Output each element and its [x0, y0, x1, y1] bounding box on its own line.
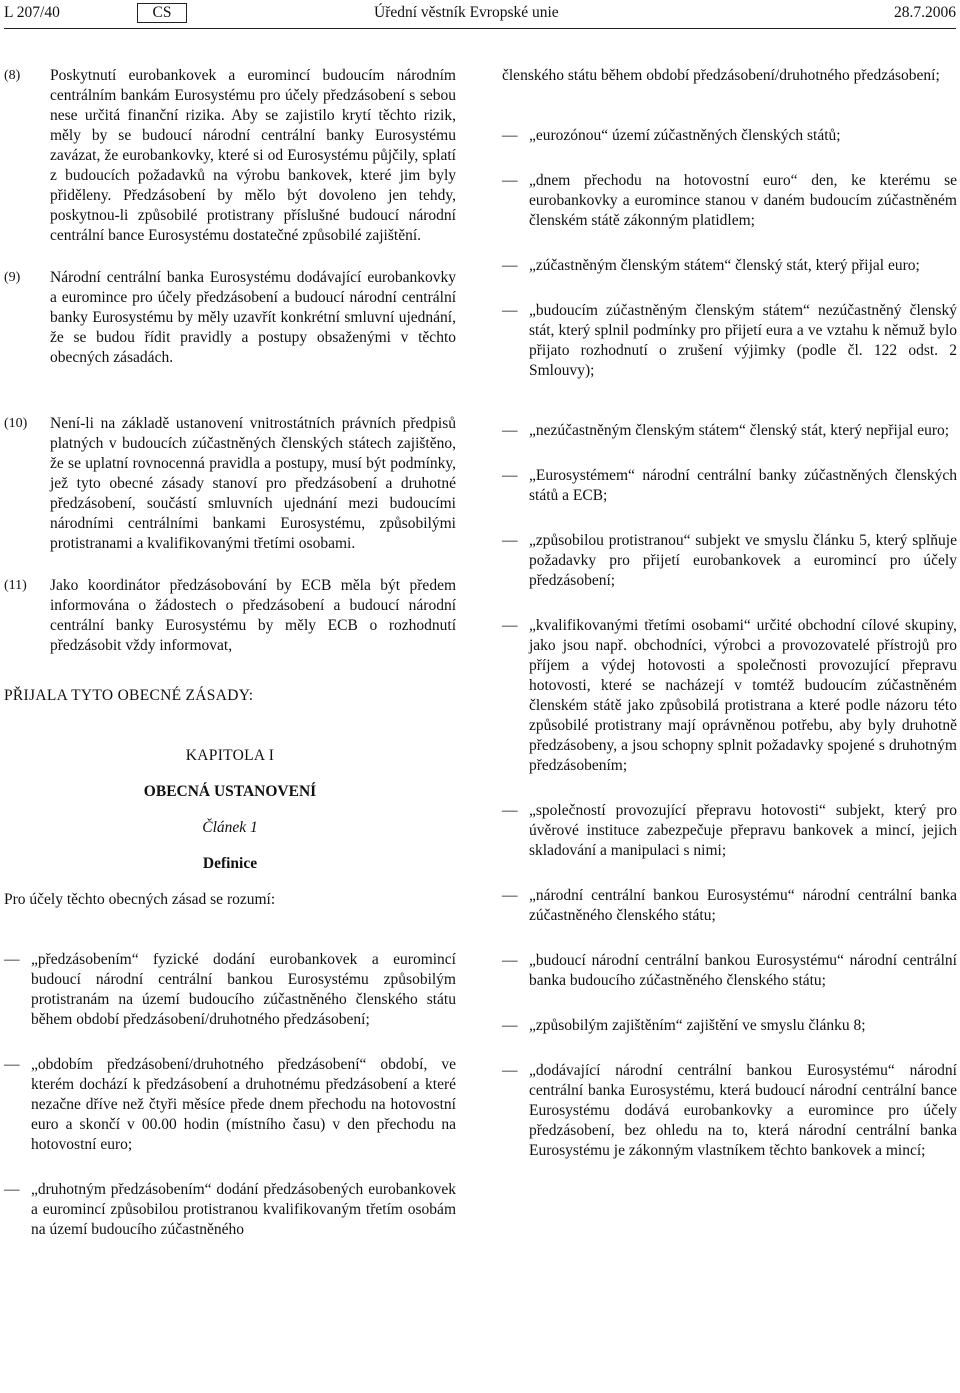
definition-item: — „druhotným předzásobením“ dodání předzásobených eurobankovek a euromincí způsobilou protistranou kvalifikovaným třetím osobám na území budoucího zúčastněného [4, 1180, 456, 1240]
definition-item: — „eurozónou“ území zúčastněných členských států; [502, 126, 957, 146]
right-column [502, 66, 957, 1161]
chapter-title: OBECNÁ USTANOVENÍ [143, 783, 317, 800]
article-title: Definice [202, 855, 258, 872]
definition-item: — „budoucím zúčastněným členským státem“ nezúčastněný členský stát, který splnil podmínky pro přijetí eura a ve vztahu k němuž bylo přijato rozhodnutí o zrušení výjimky (podle čl. 122 odst. 2 Smlouvy); [502, 301, 957, 381]
recital-8 [4, 66, 456, 246]
language-code-box: CS [137, 3, 187, 23]
publication-date: 28.7.2006 [894, 4, 956, 21]
definition-item: — „národní centrální bankou Eurosystému“ národní centrální banka zúčastněného členského státu; [502, 886, 957, 926]
adoption-statement: PŘIJALA TYTO OBECNÉ ZÁSADY: [4, 687, 254, 704]
definition-item: — „budoucí národní centrální bankou Eurosystému“ národní centrální banka budoucího zúčastněného členského státu; [502, 951, 957, 991]
recital-text: Jako koordinátor předzásobování by ECB měla být předem informována o žádostech o předzásobení a budoucí národní centrální banky Eurosystému by měly ECB o rozhodnutí předzásobit vždy informovat, [50, 577, 456, 654]
definitions-intro: Pro účely těchto obecných zásad se rozumí: [4, 891, 276, 908]
page-number: L 207/40 [4, 4, 60, 21]
journal-title: Úřední věstník Evropské unie [374, 4, 559, 21]
header-rule [4, 28, 956, 29]
recital-9 [4, 268, 456, 368]
definition-item: — „způsobilým zajištěním“ zajištění ve smyslu článku 8; [502, 1016, 957, 1036]
recital-number: (9) [4, 270, 21, 285]
recital-10 [4, 414, 456, 554]
definition-item: — „společností provozující přepravu hotovosti“ subjekt, který pro úvěrové instituce zabezpečuje přepravu bankovek a mincí, jejich skladování a manipulaci s nimi; [502, 801, 957, 861]
definition-item: — „dodávající národní centrální bankou Eurosystému“ národní centrální banka Eurosystému, která budoucí národní centrální bance Eurosystému dodává eurobankovky a euromince pro účely předzásobení, bez ohledu na to, která národní centrální banka Eurosystému je zákonným vlastníkem těchto bankovek a mincí; [502, 1061, 957, 1161]
definition-item: — „obdobím předzásobení/druhotného předzásobení“ období, ve kterém dochází k předzásobení a druhotnému předzásobení a které nezačne dříve než čtyři měsíce přede dnem přechodu na hotovostní euro a skončí v 00.00 hodin (místního času) v den přechodu na hotovostní euro; [4, 1055, 456, 1155]
definition-item: — „Eurosystémem“ národní centrální banky zúčastněných členských států a ECB; [502, 466, 957, 506]
definition-item: — „způsobilou protistranou“ subjekt ve smyslu článku 5, který splňuje požadavky pro přijetí eurobankovek a euromincí pro účely předzásobení; [502, 531, 957, 591]
recital-text: Poskytnutí eurobankovek a euromincí budoucím národním centrálním bankám Eurosystému pro účely předzásobení s sebou nese určitá finanční rizika. Aby se zajistilo krytí těchto rizik, měly by se budoucí národní centrální banky Eurosystému zavázat, že eurobankovky, které si od Eurosystému půjčily, splatí z budoucích požadavků na výrobu bankovek, které jim byly přiděleny. Předzásobení by mělo být dovoleno jen tehdy, poskytnou-li způsobilé protistrany příslušné budoucí národní centrální bance Eurosystému dostatečné způsobilé zajištění. [50, 67, 456, 244]
definition-continuation: členského státu během období předzásobení/druhotného předzásobení; [502, 67, 940, 84]
recital-number: (11) [4, 578, 27, 593]
article-number: Článek 1 [202, 819, 258, 836]
definition-item: — „zúčastněným členským státem“ členský stát, který přijal euro; [502, 256, 957, 276]
recital-number: (8) [4, 68, 21, 83]
definition-item: — „předzásobením“ fyzické dodání eurobankovek a euromincí budoucí národní centrální bankou Eurosystému způsobilým protistranám na území budoucího zúčastněného členského státu během období předzásobení/druhotného předzásobení; [4, 950, 456, 1030]
definition-item: — „kvalifikovanými třetími osobami“ určité obchodní cílové skupiny, jako jsou např. obchodníci, výrobci a provozovatelé přístrojů pro příjem a výdej hotovosti a společnosti provozující přepravu hotovosti, které se nacházejí v tomtéž budoucím zúčastněném členském státě jako způsobilá protistrana a které podle názoru této způsobilé protistrany mají oprávněnou potřebu, aby byly druhotně předzásobeny, a jsou schopny splnit požadavky spojené s druhotným předzásobením; [502, 616, 957, 776]
definition-item: — „dnem přechodu na hotovostní euro“ den, ke kterému se eurobankovky a euromince stanou v daném budoucím zúčastněném členském státě zákonným platidlem; [502, 171, 957, 231]
left-column [4, 66, 456, 1240]
recital-text: Národní centrální banka Eurosystému dodávající eurobankovky a euromince pro účely předzásobení a budoucí národní centrální banky Eurosystému by měly uzavřít konkrétní smluvní ujednání, že se budou řídit pravidly a postupy obsaženými v těchto obecných zásadách. [50, 269, 456, 366]
recital-text: Není-li na základě ustanovení vnitrostátních právních předpisů platných v budoucích zúčastněných členských státech zajištěno, že se uplatní rovnocenná pravidla a postupy, musí být podmínky, jež tyto obecné zásady stanoví pro předzásobení a druhotné předzásobení, součástí smluvních ujednání mezi budoucími národními centrálními bankami Eurosystému, způsobilými protistranami a kvalifikovanými třetími osobami. [50, 415, 456, 552]
chapter-number: KAPITOLA I [185, 747, 275, 764]
recital-11 [4, 576, 456, 656]
recital-number: (10) [4, 416, 28, 431]
definition-item: — „nezúčastněným členským státem“ členský stát, který nepřijal euro; [502, 421, 957, 441]
page-header [4, 3, 956, 25]
